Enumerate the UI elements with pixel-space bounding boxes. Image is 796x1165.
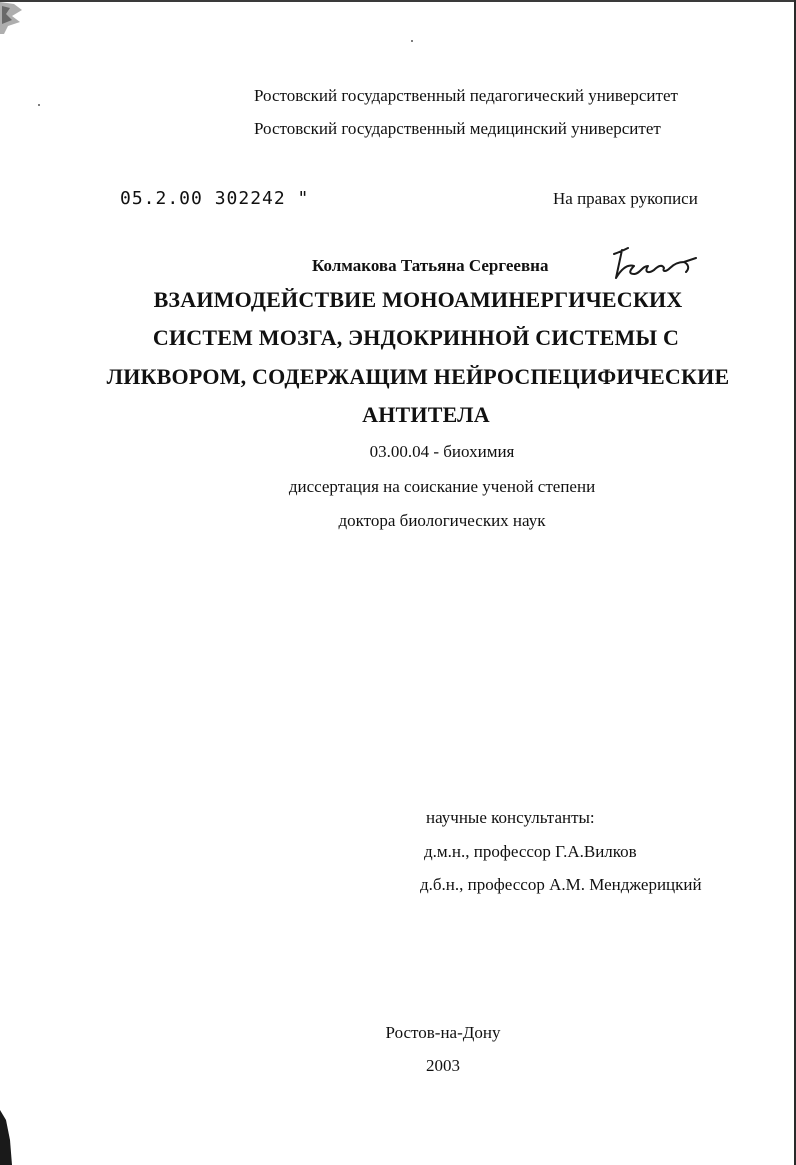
title-line-4: АНТИТЕЛА <box>362 402 490 427</box>
scan-speck <box>411 40 413 42</box>
university-line-2: Ростовский государственный медицинский университет <box>254 119 661 138</box>
university-line-1: Ростовский государственный педагогический университет <box>254 86 678 105</box>
title-line-1: ВЗАИМОДЕЙСТВИЕ МОНОАМИНЕРГИЧЕСКИХ <box>153 287 683 312</box>
manuscript-rights-note: На правах рукописи <box>553 189 698 208</box>
title-line-2: СИСТЕМ МОЗГА, ЭНДОКРИННОЙ СИСТЕМЫ С <box>152 325 680 350</box>
city: Ростов-на-Дону <box>385 1023 501 1042</box>
consultant-item: д.м.н., профессор Г.А.Вилков <box>424 842 637 861</box>
scan-artifact-corner <box>0 0 28 36</box>
registry-code: 05.2.00 302242 " <box>120 188 310 209</box>
year: 2003 <box>426 1056 460 1075</box>
specialty-code: 03.00.04 - биохимия <box>369 442 515 461</box>
author-name: Колмакова Татьяна Сергеевна <box>312 256 549 275</box>
scan-speck <box>38 104 40 106</box>
degree-line-1: диссертация на соискание ученой степени <box>288 477 596 496</box>
title-line-3: ЛИКВОРОМ, СОДЕРЖАЩИМ НЕЙРОСПЕЦИФИЧЕСКИЕ <box>106 364 730 389</box>
consultant-item: д.б.н., профессор А.М. Менджерицкий <box>420 875 702 894</box>
author-signature <box>604 238 704 286</box>
degree-line-2: доктора биологических наук <box>338 511 546 530</box>
scan-artifact-edge <box>0 1110 14 1165</box>
consultants-heading: научные консультанты: <box>426 808 595 827</box>
scan-border-top <box>0 0 796 2</box>
